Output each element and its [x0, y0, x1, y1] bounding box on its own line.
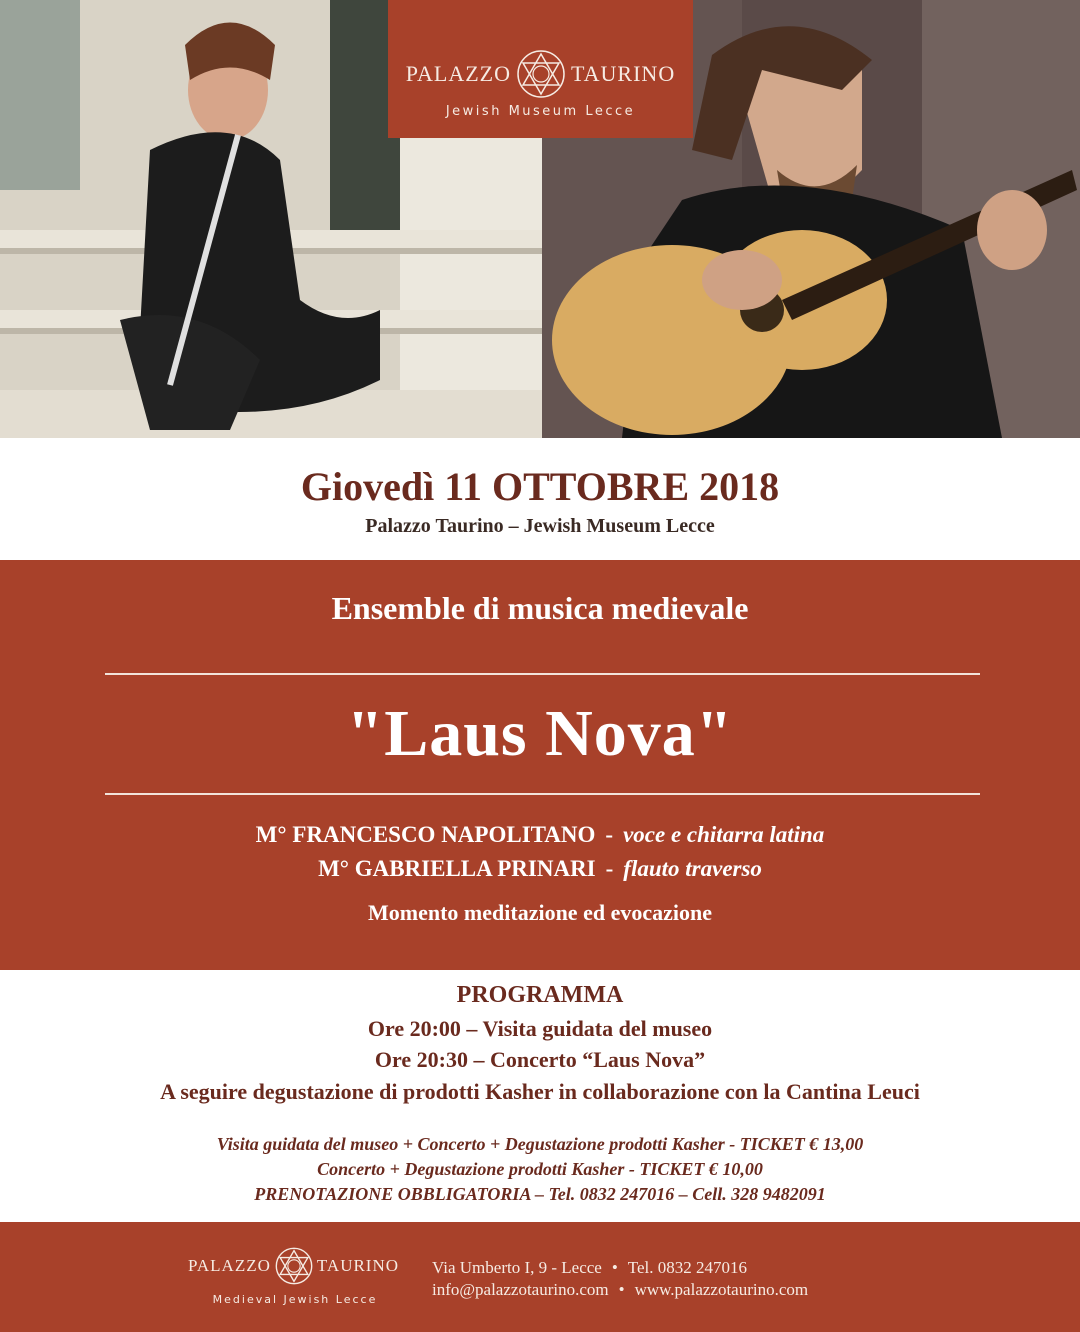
divider-top — [105, 673, 980, 675]
footer-brand-right: TAURINO — [316, 1256, 400, 1275]
footer-website-link[interactable]: www.palazzotaurino.com — [634, 1280, 809, 1299]
program-heading: PROGRAMMA — [456, 982, 624, 1008]
booking-line: PRENOTAZIONE OBBLIGATORIA – Tel. 0832 247016 – Cell. 328 9482091 — [254, 1184, 826, 1204]
footer-address: Via Umberto I, 9 - Lecce — [432, 1258, 602, 1277]
program-line: Ore 20:30 – Concerto “Laus Nova” — [374, 1047, 706, 1072]
bullet-separator: • — [618, 1280, 625, 1299]
performer-row — [0, 822, 1080, 848]
moment-text: Momento meditazione ed evocazione — [368, 900, 712, 925]
brand-subtitle: Jewish Museum Lecce — [445, 104, 636, 119]
program-line: A seguire degustazione di prodotti Kasher in collaborazione con la Cantina Leuci — [160, 1079, 920, 1104]
concert-title: "Laus Nova" — [346, 697, 734, 770]
performer-row — [0, 856, 1080, 882]
performer-separator: - — [605, 856, 614, 881]
footer-brand-subtitle: Medieval Jewish Lecce — [212, 1293, 378, 1306]
footer-phone[interactable]: Tel. 0832 247016 — [627, 1258, 748, 1277]
performer-name: M° GABRIELLA PRINARI — [318, 856, 596, 881]
footer-contact-row — [432, 1258, 747, 1278]
ticket-line: Visita guidata del museo + Concerto + Degustazione prodotti Kasher - TICKET € 13,00 — [216, 1134, 864, 1154]
concert-section — [0, 560, 1080, 970]
footer-email-link[interactable]: info@palazzotaurino.com — [432, 1280, 609, 1299]
program-section — [0, 970, 1080, 1222]
performer-name: M° FRANCESCO NAPOLITANO — [255, 822, 596, 847]
star-of-david-icon — [274, 1246, 314, 1286]
brand-name-left: PALAZZO — [405, 61, 511, 86]
date-section — [0, 438, 1080, 560]
ensemble-heading: Ensemble di musica medievale — [331, 590, 749, 626]
footer-contact-row — [432, 1280, 808, 1300]
program-line: Ore 20:00 – Visita guidata del museo — [367, 1016, 713, 1041]
footer-logo — [188, 1246, 399, 1286]
brand-name-right: TAURINO — [570, 61, 676, 86]
event-venue: Palazzo Taurino – Jewish Museum Lecce — [365, 515, 715, 537]
footer — [0, 1222, 1080, 1332]
brand-logo — [388, 0, 693, 138]
bullet-separator: • — [611, 1258, 618, 1277]
footer-brand-left: PALAZZO — [188, 1256, 271, 1275]
performer-role: flauto traverso — [623, 856, 762, 881]
performer-role: voce e chitarra latina — [623, 822, 825, 847]
ticket-line: Concerto + Degustazione prodotti Kasher - TICKET € 10,00 — [317, 1159, 763, 1179]
divider-bottom — [105, 793, 980, 795]
header-photos — [0, 0, 1080, 438]
event-date: Giovedì 11 OTTOBRE 2018 — [300, 464, 780, 509]
performer-separator: - — [605, 822, 614, 847]
star-of-david-icon — [515, 48, 567, 100]
brand-logo-row — [388, 48, 693, 100]
